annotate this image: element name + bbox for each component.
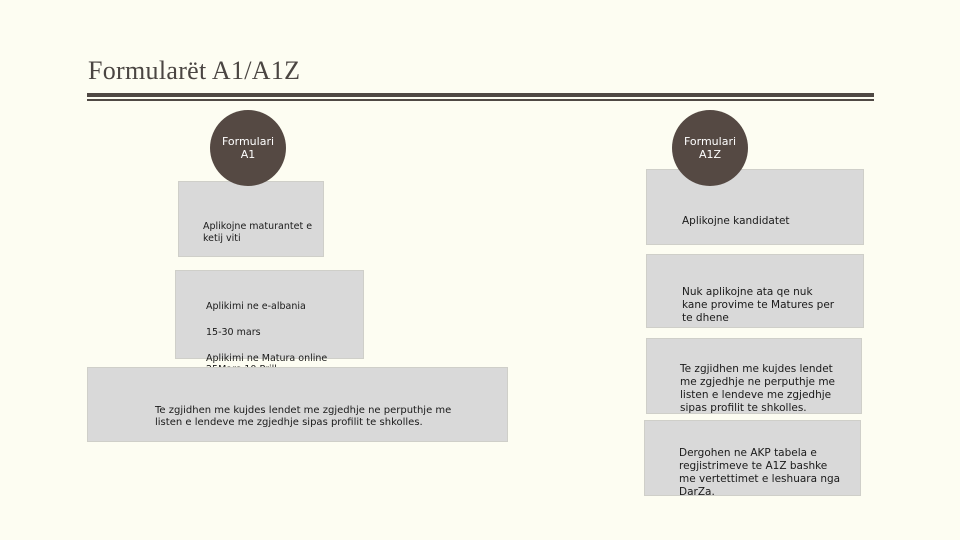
application-date-range-text: 15-30 mars (206, 327, 261, 338)
right-box-subject-selection (646, 338, 862, 414)
title-divider-thin (87, 99, 874, 101)
right-box-akp-submission-text: Dergohen ne AKP tabela e regjistrimeve te A1Z bashke me vertettimet e leshuara nga DarZa. (679, 447, 841, 498)
title-divider-thick (87, 93, 874, 97)
application-e-albania-text: Aplikimi ne e-albania (206, 301, 306, 312)
left-box-applicants-text: Aplikojne maturantet e ketij viti (203, 221, 313, 244)
right-box-subject-selection-text: Te zgjidhen me kujdes lendet me zgjedhje ne perputhje me listen e lendeve me zgjedhje sipas profilit te shkolles. (680, 363, 836, 414)
left-box-application-dates (175, 270, 364, 364)
left-box-applicants (178, 181, 324, 257)
right-box-akp-submission (644, 420, 861, 496)
left-box-subject-selection (87, 367, 508, 442)
right-box-candidates-text: Aplikojne kandidatet (682, 215, 790, 227)
right-box-candidates (646, 169, 864, 245)
application-matura-online-text: Aplikimi ne Matura online (206, 353, 328, 364)
page-title: Formularët A1/A1Z (88, 56, 301, 85)
right-box-no-exams (646, 254, 864, 328)
formulari-a1-circle: Formulari A1 (210, 110, 286, 186)
formulari-a1z-circle: Formulari A1Z (672, 110, 748, 186)
right-box-no-exams-text: Nuk aplikojne ata qe nuk kane provime te Matures per te dhene (682, 286, 835, 324)
left-box-subject-selection-text: Te zgjidhen me kujdes lendet me zgjedhje ne perputhje me listen e lendeve me zgjedhje sipas profilit te shkolles. (155, 405, 452, 428)
